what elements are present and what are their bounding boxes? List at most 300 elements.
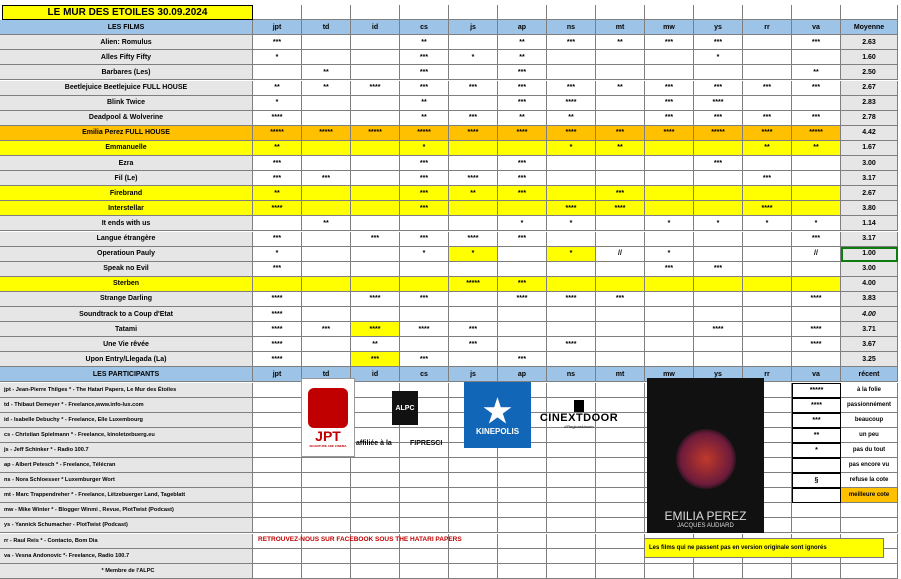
rating-cell[interactable] bbox=[302, 232, 351, 247]
rating-cell[interactable] bbox=[498, 141, 547, 156]
rating-cell[interactable] bbox=[547, 50, 596, 65]
rating-cell[interactable]: *** bbox=[645, 35, 694, 50]
rating-cell[interactable] bbox=[302, 307, 351, 322]
rating-cell[interactable] bbox=[302, 186, 351, 201]
legend-symbol[interactable]: ** bbox=[792, 428, 841, 443]
rating-cell[interactable]: **** bbox=[253, 292, 302, 307]
participant-entry[interactable]: jpt - Jean-Pierre Thilges * - The Hatari Papers, Le Mur des Étoiles bbox=[0, 383, 253, 398]
rating-cell[interactable]: * bbox=[547, 216, 596, 231]
rating-cell[interactable]: *** bbox=[498, 171, 547, 186]
participant-entry[interactable]: id - Isabelle Debuchy * - Freelance, Elle Luxembourg bbox=[0, 413, 253, 428]
rating-cell[interactable] bbox=[449, 96, 498, 111]
column-header-ns[interactable]: ns bbox=[547, 20, 596, 35]
rating-cell[interactable]: ** bbox=[596, 141, 645, 156]
rating-cell[interactable]: ** bbox=[498, 50, 547, 65]
rating-cell[interactable]: * bbox=[253, 247, 302, 262]
rating-cell[interactable]: ** bbox=[253, 186, 302, 201]
rating-cell[interactable] bbox=[498, 201, 547, 216]
rating-cell[interactable] bbox=[498, 262, 547, 277]
legend-label[interactable]: beaucoup bbox=[841, 413, 898, 428]
column-header-mw[interactable]: mw bbox=[645, 367, 694, 382]
rating-cell[interactable]: *** bbox=[498, 65, 547, 80]
legend-label[interactable]: passionnément bbox=[841, 398, 898, 413]
rating-cell[interactable]: *** bbox=[694, 111, 743, 126]
rating-cell[interactable] bbox=[547, 186, 596, 201]
rating-cell[interactable] bbox=[743, 186, 792, 201]
rating-cell[interactable] bbox=[547, 171, 596, 186]
rating-cell[interactable]: *** bbox=[743, 81, 792, 96]
film-title[interactable]: Emilia Perez FULL HOUSE bbox=[0, 126, 253, 141]
rating-cell[interactable] bbox=[596, 96, 645, 111]
rating-cell[interactable]: **** bbox=[449, 232, 498, 247]
legend-label[interactable]: refuse la cote bbox=[841, 473, 898, 488]
rating-cell[interactable]: **** bbox=[792, 322, 841, 337]
rating-cell[interactable] bbox=[743, 247, 792, 262]
rating-cell[interactable] bbox=[694, 277, 743, 292]
rating-cell[interactable] bbox=[645, 201, 694, 216]
rating-cell[interactable] bbox=[694, 65, 743, 80]
rating-cell[interactable] bbox=[645, 186, 694, 201]
rating-cell[interactable] bbox=[694, 352, 743, 367]
rating-cell[interactable] bbox=[302, 111, 351, 126]
rating-cell[interactable]: **** bbox=[547, 126, 596, 141]
participant-entry[interactable]: ys - Yannick Schumacher - PlotTwist (Podcast) bbox=[0, 518, 253, 533]
rating-cell[interactable] bbox=[302, 156, 351, 171]
rating-cell[interactable] bbox=[449, 65, 498, 80]
rating-cell[interactable]: **** bbox=[253, 201, 302, 216]
film-title[interactable]: Strange Darling bbox=[0, 292, 253, 307]
rating-cell[interactable] bbox=[351, 277, 400, 292]
column-header-td[interactable]: td bbox=[302, 367, 351, 382]
rating-cell[interactable] bbox=[743, 307, 792, 322]
rating-cell[interactable]: *** bbox=[400, 81, 449, 96]
rating-cell[interactable] bbox=[743, 96, 792, 111]
rating-cell[interactable]: *** bbox=[449, 81, 498, 96]
rating-cell[interactable] bbox=[743, 65, 792, 80]
rating-cell[interactable] bbox=[743, 156, 792, 171]
film-title[interactable]: Barbares (Les) bbox=[0, 65, 253, 80]
film-title[interactable]: Sterben bbox=[0, 277, 253, 292]
average-cell[interactable]: 2.63 bbox=[841, 35, 898, 50]
rating-cell[interactable]: *** bbox=[498, 232, 547, 247]
rating-cell[interactable]: *** bbox=[351, 232, 400, 247]
rating-cell[interactable]: *** bbox=[498, 277, 547, 292]
rating-cell[interactable]: **** bbox=[498, 126, 547, 141]
rating-cell[interactable] bbox=[351, 186, 400, 201]
empty-cell[interactable] bbox=[449, 5, 498, 20]
column-header-ys[interactable]: ys bbox=[694, 20, 743, 35]
rating-cell[interactable]: *** bbox=[645, 81, 694, 96]
rating-cell[interactable] bbox=[449, 292, 498, 307]
rating-cell[interactable]: ***** bbox=[792, 126, 841, 141]
rating-cell[interactable] bbox=[302, 277, 351, 292]
rating-cell[interactable]: *** bbox=[400, 292, 449, 307]
participant-entry[interactable]: rr - Raul Reis * - Contacto, Bom Dia bbox=[0, 534, 253, 549]
rating-cell[interactable] bbox=[302, 292, 351, 307]
rating-cell[interactable] bbox=[547, 322, 596, 337]
rating-cell[interactable]: *** bbox=[302, 322, 351, 337]
rating-cell[interactable]: * bbox=[694, 216, 743, 231]
rating-cell[interactable]: *** bbox=[792, 35, 841, 50]
rating-cell[interactable] bbox=[351, 96, 400, 111]
rating-cell[interactable]: // bbox=[596, 247, 645, 262]
rating-cell[interactable]: *** bbox=[400, 50, 449, 65]
rating-cell[interactable]: **** bbox=[694, 96, 743, 111]
participant-entry[interactable]: mt - Marc Trappendreher * - Freelance, Lëtzebuerger Land, Tageblatt bbox=[0, 488, 253, 503]
column-header-js[interactable]: js bbox=[449, 20, 498, 35]
rating-cell[interactable]: * bbox=[547, 247, 596, 262]
rating-cell[interactable] bbox=[351, 216, 400, 231]
average-cell[interactable]: 2.78 bbox=[841, 111, 898, 126]
rating-cell[interactable]: *** bbox=[400, 352, 449, 367]
legend-label[interactable]: meilleure cote bbox=[841, 488, 898, 503]
rating-cell[interactable]: *** bbox=[645, 111, 694, 126]
film-title[interactable]: Soundtrack to a Coup d'Etat bbox=[0, 307, 253, 322]
rating-cell[interactable]: *** bbox=[694, 35, 743, 50]
rating-cell[interactable]: ** bbox=[547, 111, 596, 126]
rating-cell[interactable] bbox=[743, 337, 792, 352]
empty-cell[interactable] bbox=[841, 5, 898, 20]
rating-cell[interactable] bbox=[596, 337, 645, 352]
rating-cell[interactable]: *** bbox=[596, 292, 645, 307]
rating-cell[interactable] bbox=[400, 307, 449, 322]
rating-cell[interactable] bbox=[645, 292, 694, 307]
rating-cell[interactable] bbox=[302, 35, 351, 50]
rating-cell[interactable] bbox=[547, 232, 596, 247]
film-title[interactable]: Beetlejuice Beetlejuice FULL HOUSE bbox=[0, 81, 253, 96]
rating-cell[interactable] bbox=[645, 307, 694, 322]
rating-cell[interactable]: *** bbox=[498, 352, 547, 367]
rating-cell[interactable]: *** bbox=[498, 81, 547, 96]
rating-cell[interactable] bbox=[302, 352, 351, 367]
rating-cell[interactable] bbox=[792, 171, 841, 186]
rating-cell[interactable]: **** bbox=[253, 352, 302, 367]
rating-cell[interactable]: *** bbox=[449, 337, 498, 352]
rating-cell[interactable]: ** bbox=[596, 35, 645, 50]
rating-cell[interactable]: * bbox=[449, 247, 498, 262]
rating-cell[interactable]: ** bbox=[498, 111, 547, 126]
rating-cell[interactable] bbox=[302, 141, 351, 156]
average-cell[interactable]: 1.00 bbox=[841, 247, 898, 262]
rating-cell[interactable]: *** bbox=[253, 171, 302, 186]
average-cell[interactable]: 3.71 bbox=[841, 322, 898, 337]
rating-cell[interactable] bbox=[596, 322, 645, 337]
rating-cell[interactable] bbox=[694, 201, 743, 216]
rating-cell[interactable] bbox=[498, 307, 547, 322]
rating-cell[interactable]: **** bbox=[743, 126, 792, 141]
film-title[interactable]: Une Vie rêvée bbox=[0, 337, 253, 352]
rating-cell[interactable] bbox=[498, 247, 547, 262]
rating-cell[interactable] bbox=[400, 216, 449, 231]
average-cell[interactable]: 3.83 bbox=[841, 292, 898, 307]
film-title[interactable]: It ends with us bbox=[0, 216, 253, 231]
average-cell[interactable]: 3.00 bbox=[841, 262, 898, 277]
rating-cell[interactable]: *** bbox=[498, 156, 547, 171]
rating-cell[interactable]: **** bbox=[351, 292, 400, 307]
rating-cell[interactable] bbox=[792, 262, 841, 277]
rating-cell[interactable]: * bbox=[743, 216, 792, 231]
recent-header[interactable]: récent bbox=[841, 367, 898, 382]
rating-cell[interactable]: ** bbox=[302, 216, 351, 231]
rating-cell[interactable] bbox=[743, 352, 792, 367]
participant-entry[interactable]: ns - Nora Schloesser * Luxemburger Wort bbox=[0, 473, 253, 488]
rating-cell[interactable] bbox=[596, 307, 645, 322]
rating-cell[interactable]: * bbox=[645, 247, 694, 262]
film-title[interactable]: Langue étrangère bbox=[0, 232, 253, 247]
rating-cell[interactable] bbox=[596, 65, 645, 80]
rating-cell[interactable] bbox=[743, 292, 792, 307]
participant-entry[interactable]: mw - Mike Winter * - Blogger Winmi , Revue, PlotTwist (Podcast) bbox=[0, 503, 253, 518]
legend-symbol[interactable]: **** bbox=[792, 398, 841, 413]
rating-cell[interactable] bbox=[743, 35, 792, 50]
rating-cell[interactable]: *** bbox=[498, 96, 547, 111]
rating-cell[interactable] bbox=[351, 307, 400, 322]
rating-cell[interactable] bbox=[743, 262, 792, 277]
rating-cell[interactable]: ** bbox=[596, 81, 645, 96]
empty-cell[interactable] bbox=[400, 5, 449, 20]
rating-cell[interactable] bbox=[449, 307, 498, 322]
column-header-td[interactable]: td bbox=[302, 20, 351, 35]
rating-cell[interactable]: ** bbox=[253, 81, 302, 96]
rating-cell[interactable] bbox=[351, 156, 400, 171]
rating-cell[interactable]: *** bbox=[253, 35, 302, 50]
rating-cell[interactable] bbox=[743, 277, 792, 292]
rating-cell[interactable]: *** bbox=[400, 65, 449, 80]
average-cell[interactable]: 1.60 bbox=[841, 50, 898, 65]
film-title[interactable]: Firebrand bbox=[0, 186, 253, 201]
rating-cell[interactable]: **** bbox=[547, 96, 596, 111]
rating-cell[interactable]: * bbox=[645, 216, 694, 231]
rating-cell[interactable]: *** bbox=[743, 111, 792, 126]
rating-cell[interactable] bbox=[302, 337, 351, 352]
average-cell[interactable]: 3.17 bbox=[841, 171, 898, 186]
column-header-jpt[interactable]: jpt bbox=[253, 367, 302, 382]
column-header-cs[interactable]: cs bbox=[400, 20, 449, 35]
rating-cell[interactable] bbox=[694, 247, 743, 262]
column-header-ys[interactable]: ys bbox=[694, 367, 743, 382]
rating-cell[interactable]: *** bbox=[645, 96, 694, 111]
film-title[interactable]: Deadpool & Wolverine bbox=[0, 111, 253, 126]
rating-cell[interactable] bbox=[743, 50, 792, 65]
rating-cell[interactable] bbox=[351, 65, 400, 80]
legend-label[interactable]: un peu bbox=[841, 428, 898, 443]
participant-entry[interactable]: ap - Albert Petesch * - Freelance, Télécran bbox=[0, 458, 253, 473]
rating-cell[interactable]: **** bbox=[400, 322, 449, 337]
average-cell[interactable]: 4.00 bbox=[841, 307, 898, 322]
column-header-mw[interactable]: mw bbox=[645, 20, 694, 35]
rating-cell[interactable] bbox=[645, 277, 694, 292]
rating-cell[interactable] bbox=[449, 35, 498, 50]
rating-cell[interactable] bbox=[792, 352, 841, 367]
rating-cell[interactable]: ** bbox=[400, 96, 449, 111]
column-header-ns[interactable]: ns bbox=[547, 367, 596, 382]
rating-cell[interactable] bbox=[547, 262, 596, 277]
rating-cell[interactable]: ***** bbox=[302, 126, 351, 141]
rating-cell[interactable]: ** bbox=[498, 35, 547, 50]
column-header-cs[interactable]: cs bbox=[400, 367, 449, 382]
rating-cell[interactable] bbox=[596, 156, 645, 171]
average-cell[interactable]: 3.80 bbox=[841, 201, 898, 216]
rating-cell[interactable] bbox=[449, 201, 498, 216]
average-cell[interactable]: 3.67 bbox=[841, 337, 898, 352]
rating-cell[interactable]: **** bbox=[253, 337, 302, 352]
film-title[interactable]: Emmanuelle bbox=[0, 141, 253, 156]
rating-cell[interactable]: **** bbox=[449, 126, 498, 141]
rating-cell[interactable]: *** bbox=[253, 232, 302, 247]
film-title[interactable]: Alles Fifty Fifty bbox=[0, 50, 253, 65]
empty-cell[interactable] bbox=[547, 5, 596, 20]
participant-entry[interactable]: js - Jeff Schinker * - Radio 100.7 bbox=[0, 443, 253, 458]
average-cell[interactable]: 3.00 bbox=[841, 156, 898, 171]
rating-cell[interactable] bbox=[351, 50, 400, 65]
rating-cell[interactable]: ***** bbox=[400, 126, 449, 141]
empty-cell[interactable] bbox=[841, 518, 898, 533]
average-cell[interactable]: 2.50 bbox=[841, 65, 898, 80]
rating-cell[interactable] bbox=[694, 171, 743, 186]
rating-cell[interactable] bbox=[743, 322, 792, 337]
rating-cell[interactable]: **** bbox=[253, 111, 302, 126]
rating-cell[interactable] bbox=[547, 156, 596, 171]
films-header[interactable]: LES FILMS bbox=[0, 20, 253, 35]
rating-cell[interactable] bbox=[302, 96, 351, 111]
empty-cell[interactable] bbox=[351, 5, 400, 20]
rating-cell[interactable]: * bbox=[400, 141, 449, 156]
rating-cell[interactable] bbox=[645, 337, 694, 352]
rating-cell[interactable]: **** bbox=[449, 171, 498, 186]
rating-cell[interactable]: *** bbox=[792, 232, 841, 247]
rating-cell[interactable]: ** bbox=[351, 337, 400, 352]
film-title[interactable]: Blink Twice bbox=[0, 96, 253, 111]
empty-cell[interactable] bbox=[302, 5, 351, 20]
rating-cell[interactable] bbox=[645, 322, 694, 337]
rating-cell[interactable] bbox=[694, 292, 743, 307]
legend-symbol[interactable]: * bbox=[792, 443, 841, 458]
rating-cell[interactable] bbox=[449, 156, 498, 171]
rating-cell[interactable]: *** bbox=[792, 111, 841, 126]
column-header-ap[interactable]: ap bbox=[498, 20, 547, 35]
rating-cell[interactable]: *** bbox=[792, 81, 841, 96]
rating-cell[interactable]: * bbox=[400, 247, 449, 262]
rating-cell[interactable] bbox=[792, 96, 841, 111]
participant-entry[interactable]: * Membre de l'ALPC bbox=[0, 564, 253, 579]
column-header-va[interactable]: va bbox=[792, 20, 841, 35]
rating-cell[interactable]: *** bbox=[400, 186, 449, 201]
legend-symbol[interactable]: § bbox=[792, 473, 841, 488]
rating-cell[interactable]: **** bbox=[351, 81, 400, 96]
rating-cell[interactable] bbox=[449, 352, 498, 367]
empty-cell[interactable] bbox=[792, 5, 841, 20]
column-header-mt[interactable]: mt bbox=[596, 367, 645, 382]
rating-cell[interactable] bbox=[547, 352, 596, 367]
rating-cell[interactable] bbox=[792, 277, 841, 292]
legend-symbol[interactable]: ***** bbox=[792, 383, 841, 398]
legend-symbol[interactable] bbox=[792, 488, 841, 503]
rating-cell[interactable]: **** bbox=[253, 307, 302, 322]
participant-entry[interactable]: td - Thibaut Demeyer * - Freelance,www.info-lux.com bbox=[0, 398, 253, 413]
film-title[interactable]: Ezra bbox=[0, 156, 253, 171]
average-cell[interactable]: 1.67 bbox=[841, 141, 898, 156]
rating-cell[interactable] bbox=[498, 337, 547, 352]
average-cell[interactable]: 2.83 bbox=[841, 96, 898, 111]
rating-cell[interactable]: *** bbox=[351, 352, 400, 367]
rating-cell[interactable] bbox=[694, 337, 743, 352]
rating-cell[interactable] bbox=[645, 232, 694, 247]
rating-cell[interactable] bbox=[302, 50, 351, 65]
rating-cell[interactable] bbox=[596, 216, 645, 231]
rating-cell[interactable] bbox=[596, 50, 645, 65]
average-cell[interactable]: 2.67 bbox=[841, 81, 898, 96]
average-header[interactable]: Moyenne bbox=[841, 20, 898, 35]
rating-cell[interactable]: * bbox=[547, 141, 596, 156]
rating-cell[interactable] bbox=[645, 171, 694, 186]
film-title[interactable]: Interstellar bbox=[0, 201, 253, 216]
rating-cell[interactable] bbox=[792, 156, 841, 171]
film-title[interactable]: Alien: Romulus bbox=[0, 35, 253, 50]
rating-cell[interactable] bbox=[302, 247, 351, 262]
rating-cell[interactable] bbox=[596, 277, 645, 292]
legend-symbol[interactable] bbox=[792, 458, 841, 473]
rating-cell[interactable]: ***** bbox=[694, 126, 743, 141]
rating-cell[interactable]: *** bbox=[547, 81, 596, 96]
rating-cell[interactable] bbox=[792, 186, 841, 201]
rating-cell[interactable]: *** bbox=[449, 322, 498, 337]
rating-cell[interactable]: **** bbox=[596, 201, 645, 216]
rating-cell[interactable] bbox=[547, 277, 596, 292]
rating-cell[interactable] bbox=[351, 247, 400, 262]
rating-cell[interactable]: **** bbox=[547, 292, 596, 307]
empty-cell[interactable] bbox=[596, 5, 645, 20]
empty-cell[interactable] bbox=[694, 5, 743, 20]
rating-cell[interactable]: *** bbox=[547, 35, 596, 50]
rating-cell[interactable]: ***** bbox=[449, 277, 498, 292]
rating-cell[interactable]: * bbox=[498, 216, 547, 231]
film-title[interactable]: Speak no Evil bbox=[0, 262, 253, 277]
rating-cell[interactable]: ***** bbox=[351, 126, 400, 141]
rating-cell[interactable]: *** bbox=[694, 262, 743, 277]
column-header-ap[interactable]: ap bbox=[498, 367, 547, 382]
rating-cell[interactable]: *** bbox=[498, 186, 547, 201]
rating-cell[interactable] bbox=[645, 352, 694, 367]
rating-cell[interactable]: **** bbox=[498, 292, 547, 307]
rating-cell[interactable]: *** bbox=[400, 201, 449, 216]
column-header-js[interactable]: js bbox=[449, 367, 498, 382]
average-cell[interactable]: 3.25 bbox=[841, 352, 898, 367]
empty-cell[interactable] bbox=[743, 5, 792, 20]
rating-cell[interactable]: **** bbox=[351, 322, 400, 337]
rating-cell[interactable]: *** bbox=[743, 171, 792, 186]
column-header-id[interactable]: id bbox=[351, 367, 400, 382]
rating-cell[interactable] bbox=[694, 232, 743, 247]
rating-cell[interactable]: **** bbox=[645, 126, 694, 141]
empty-cell[interactable] bbox=[841, 564, 898, 579]
rating-cell[interactable] bbox=[302, 201, 351, 216]
rating-cell[interactable] bbox=[400, 337, 449, 352]
rating-cell[interactable] bbox=[792, 50, 841, 65]
rating-cell[interactable] bbox=[596, 111, 645, 126]
rating-cell[interactable] bbox=[596, 352, 645, 367]
empty-cell[interactable] bbox=[841, 503, 898, 518]
rating-cell[interactable]: * bbox=[792, 216, 841, 231]
rating-cell[interactable]: **** bbox=[694, 322, 743, 337]
rating-cell[interactable]: **** bbox=[253, 322, 302, 337]
rating-cell[interactable]: * bbox=[253, 96, 302, 111]
rating-cell[interactable]: ** bbox=[743, 141, 792, 156]
rating-cell[interactable] bbox=[694, 186, 743, 201]
rating-cell[interactable]: ** bbox=[792, 65, 841, 80]
rating-cell[interactable] bbox=[498, 322, 547, 337]
rating-cell[interactable]: ** bbox=[400, 35, 449, 50]
rating-cell[interactable] bbox=[351, 171, 400, 186]
